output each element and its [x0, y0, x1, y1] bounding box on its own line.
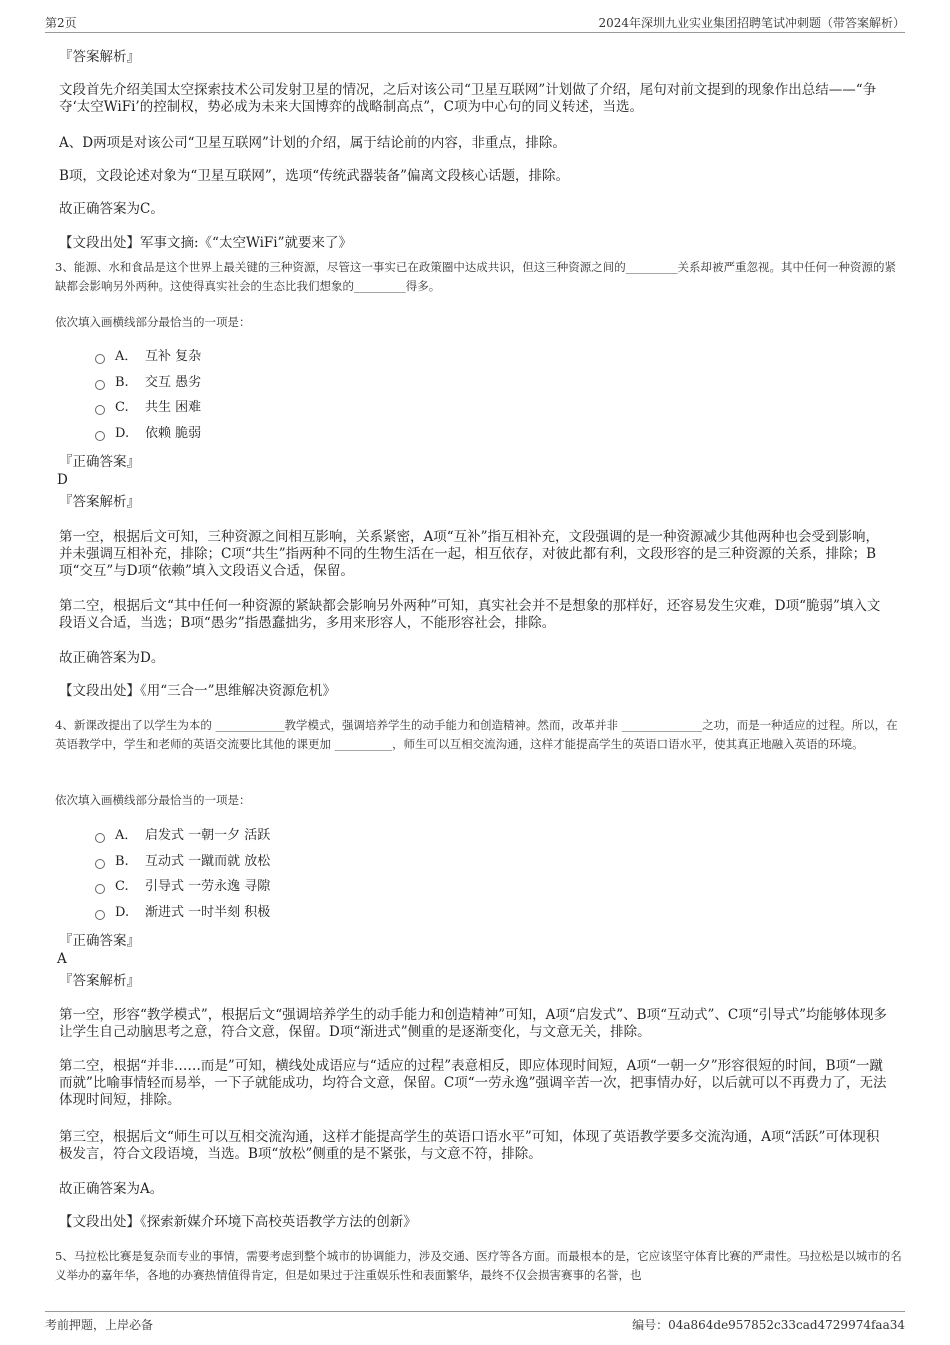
q2-analysis-p3: B项，文段论述对象为“卫星互联网”，选项“传统武器装备”偏离文段核心话题，排除。	[59, 168, 570, 184]
radio-button[interactable]	[95, 833, 105, 843]
q3-analysis-p2: 第二空，根据后文“其中任何一种资源的紧缺都会影响另外两种”可知，真实社会并不是想象的那样好，还容易发生灾难，D项“脆弱”填入文段语义合适，当选；B项“愚劣”指愚蠢拙劣，多用来形容人，不能形容社会，排除。	[59, 598, 881, 631]
q4-option-a[interactable]: A． 启发式 一朝一夕 活跃	[95, 826, 270, 846]
q3-conclusion: 故正确答案为D。	[59, 650, 165, 666]
q4-option-d[interactable]: D. 渐进式 一时半刻 积极	[95, 903, 270, 923]
q4-analysis-p2: 第二空，根据“并非……而是”可知，横线处成语应与“适应的过程”表意相反，即应体现时间短，A项“一朝一夕”形容很短的时间，B项“一蹴而就”比喻事情轻而易举，一下子就能成功，均符合文意，保留。C项“一劳永逸”强调辛苦一次，把事情办好，以后就可以不再费力了，无法体现时间短，排除。	[59, 1058, 887, 1108]
radio-button[interactable]	[95, 405, 105, 415]
q3-stem: 3、能源、水和食品是这个世界上最关键的三种资源，尽管这一事实已在政策圈中达成共识，但这三种资源之间的_________关系却被严重忽视。其中任何一种资源的紧缺都会影响另外两种。这使得真实社会的生态比我们想象的_________得多。	[55, 260, 897, 293]
q2-analysis-label: 『答案解析』	[59, 49, 140, 65]
q3-option-a[interactable]: A． 互补 复杂	[95, 347, 201, 367]
q3-answer-label: 『正确答案』	[59, 454, 140, 470]
q4-analysis-p3: 第三空，根据后文“师生可以互相交流沟通，这样才能提高学生的英语口语水平”可知，体现了英语教学要多交流沟通，A项“活跃”可体现积极发言，符合文段语境，当选。B项“放松”侧重的是不紧张，与文意不符，排除。	[59, 1129, 880, 1162]
q4-answer-label: 『正确答案』	[59, 933, 140, 949]
q3-instruction: 依次填入画横线部分最恰当的一项是：	[55, 315, 251, 329]
q4-conclusion: 故正确答案为A。	[59, 1181, 164, 1197]
radio-button[interactable]	[95, 354, 105, 364]
radio-button[interactable]	[95, 910, 105, 920]
radio-button[interactable]	[95, 859, 105, 869]
document-title: 2024年深圳九业实业集团招聘笔试冲刺题（带答案解析）	[598, 16, 905, 30]
q2-conclusion: 故正确答案为C。	[59, 201, 164, 217]
q3-analysis-p1: 第一空，根据后文可知，三种资源之间相互影响，关系紧密，A项“互补”指互相补充，文段强调的是一种资源减少其他两种也会受到影响，并未强调互相补充，排除；C项“共生”指两种不同的生物生活在一起，相互依存，对彼此都有利，文段形容的是三种资源的关系，排除；B项“交互”与D项“依赖”填入文段语义合适，保留。	[59, 529, 880, 579]
q4-instruction: 依次填入画横线部分最恰当的一项是：	[55, 793, 251, 807]
q3-option-c[interactable]: C. 共生 困难	[95, 398, 201, 418]
radio-button[interactable]	[95, 884, 105, 894]
q4-analysis-p1: 第一空，形容“教学模式”，根据后文“强调培养学生的动手能力和创造精神”可知，A项“启发式”、B项“互动式”、C项“引导式”均能够体现多让学生自己动脑思考之意，符合文意，保留。D项“渐进式”侧重的是逐渐变化，与文意无关，排除。	[59, 1007, 888, 1040]
page-header	[45, 12, 905, 33]
radio-button[interactable]	[95, 431, 105, 441]
q3-source: 【文段出处】《用“三合一”思维解决资源危机》	[59, 683, 337, 699]
page-number: 第2页	[45, 16, 77, 30]
page-footer	[45, 1311, 905, 1334]
q4-stem: 4、新课改提出了以学生为本的 ____________教学模式，强调培养学生的动手能力和创造精神。然而，改革并非 ______________之功，而是一种适应的过程。所以，在英语教学中，学生和老师的英语交流要比其他的课更加 __________，师生可以互相交流沟通，这样才能提高学生的英语口语水平，使其真正地融入英语的环境。	[55, 718, 898, 751]
q3-analysis-label: 『答案解析』	[59, 494, 140, 510]
q4-option-b[interactable]: B. 互动式 一蹴而就 放松	[95, 852, 270, 872]
radio-button[interactable]	[95, 380, 105, 390]
q3-option-b[interactable]: B. 交互 愚劣	[95, 373, 201, 393]
q5-stem: 5、马拉松比赛是复杂而专业的事情，需要考虑到整个城市的协调能力，涉及交通、医疗等各方面。而最根本的是，它应该坚守体育比赛的严肃性。马拉松是以城市的名义举办的嘉年华，各地的办赛热情值得肯定，但是如果过于注重娱乐性和表面繁华，最终不仅会损害赛事的名誉，也	[55, 1249, 902, 1282]
q2-source: 【文段出处】军事文摘:《“太空WiFi”就要来了》	[59, 235, 352, 251]
q4-source: 【文段出处】《探索新媒介环境下高校英语教学方法的创新》	[59, 1214, 417, 1230]
q2-analysis-p1: 文段首先介绍美国太空探索技术公司发射卫星的情况，之后对该公司“卫星互联网”计划做了介绍，尾句对前文提到的现象作出总结——“争夺‘太空WiFi’的控制权，势必成为未来大国博弈的战略制高点”，C项为中心句的同义转述，当选。	[59, 82, 877, 115]
footer-slogan: 考前押题，上岸必备	[45, 1318, 154, 1332]
q4-option-c[interactable]: C. 引导式 一劳永逸 寻隙	[95, 877, 270, 897]
q3-option-d[interactable]: D. 依赖 脆弱	[95, 424, 201, 444]
q4-analysis-label: 『答案解析』	[59, 973, 140, 989]
q2-analysis-p2: A、D两项是对该公司“卫星互联网”计划的介绍，属于结论前的内容，非重点，排除。	[59, 135, 566, 151]
q4-answer: A	[57, 951, 67, 967]
q3-answer: D	[57, 472, 68, 488]
footer-serial: 编号：04a864de957852c33cad4729974faa34	[632, 1318, 905, 1332]
